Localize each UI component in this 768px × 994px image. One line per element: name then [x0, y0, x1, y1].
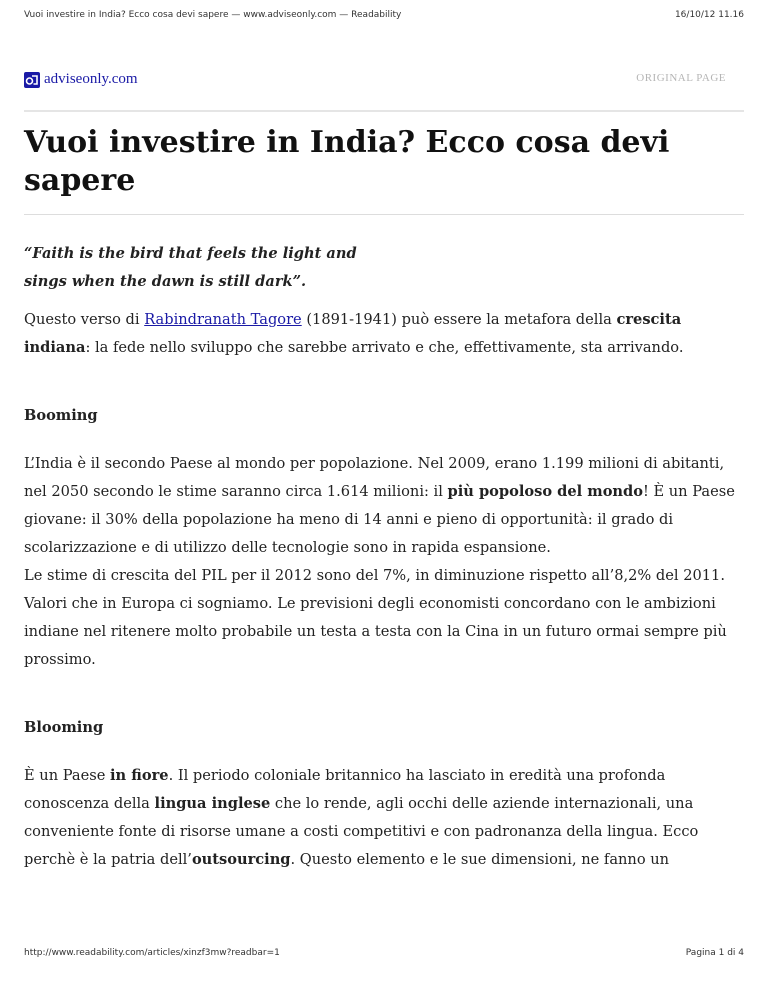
article-title: Vuoi investire in India? Ecco cosa devi sapere — [24, 125, 670, 198]
blooming-text-1: È un Paese — [24, 767, 110, 784]
blooming-text-4: . Questo elemento e le sue dimensioni, ne fanno un — [290, 851, 670, 868]
intro-text-3: : la fede nello sviluppo che sarebbe arrivato e che, effettivamente, sta arrivando. — [85, 339, 684, 356]
print-header — [24, 10, 744, 20]
print-footer-url: http://www.readability.com/articles/xinzf3mw?readbar=1 — [24, 948, 280, 958]
section-heading-blooming: Blooming — [24, 719, 104, 736]
intro-text-2: (1891-1941) può essere la metafora della — [301, 311, 617, 328]
intro-paragraph — [24, 306, 744, 362]
blooming-text-3: che lo rende, agli occhi delle aziende internazionali, una conveniente fonte di risorse umane a costi competitivi e con padronanza della lingua. Ecco perchè è la patria dell’ — [24, 795, 699, 868]
blooming-text-2: . Il periodo coloniale britannico ha lasciato in eredità una profonda conoscenza della — [24, 767, 666, 812]
print-footer-page: Pagina 1 di 4 — [685, 948, 744, 958]
quote — [24, 240, 744, 296]
quote-line-1: “Faith is the bird that feels the light and — [24, 245, 357, 262]
print-footer — [24, 948, 744, 958]
tagore-link[interactable]: Rabindranath Tagore — [144, 311, 302, 328]
booming-text-2: ! È un Paese giovane: il 30% della popolazione ha meno di 14 anni e pieno di opportunità: il grado di scolarizzazione e di utilizzo delle tecnologie sono in rapida espansione. — [24, 483, 735, 556]
title-divider — [24, 214, 744, 215]
blooming-bold-2: lingua inglese — [154, 795, 271, 812]
article-body — [24, 240, 744, 874]
section-heading-booming: Booming — [24, 407, 98, 424]
booming-text-1: L’India è il secondo Paese al mondo per popolazione. Nel 2009, erano 1.199 milioni di abitanti, nel 2050 secondo le stime saranno circa 1.614 milioni: il — [24, 455, 725, 500]
print-header-datetime: 16/10/12 11.16 — [674, 10, 744, 20]
blooming-paragraph — [24, 762, 744, 874]
intro-text-1: Questo verso di — [24, 311, 145, 328]
booming-paragraph-1 — [24, 450, 744, 562]
adviseonly-logo-icon — [24, 72, 40, 88]
section-booming — [24, 450, 744, 674]
blooming-bold-1: in fiore — [110, 767, 169, 784]
masthead — [24, 68, 726, 96]
booming-bold: più popoloso del mondo — [447, 483, 643, 500]
booming-paragraph-2: Le stime di crescita del PIL per il 2012 sono del 7%, in diminuzione rispetto all’8,2% del 2011. Valori che in Europa ci sogniamo. Le previsioni degli economisti concordano con le ambizioni indiane nel ritenere molto probabile un testa a testa con la Cina in un futuro ormai sempre più prossimo. — [24, 567, 727, 668]
print-header-title: Vuoi investire in India? Ecco cosa devi sapere — www.adviseonly.com — Readability — [24, 10, 402, 20]
intro-bold: crescita indiana — [24, 311, 682, 356]
site-logo-link[interactable] — [24, 71, 138, 88]
quote-line-2: sings when the dawn is still dark”. — [24, 273, 307, 290]
masthead-divider — [24, 110, 744, 112]
site-name: adviseonly.com — [44, 71, 138, 87]
original-page-link[interactable]: ORIGINAL PAGE — [636, 72, 726, 84]
blooming-bold-3: outsourcing — [191, 851, 291, 868]
